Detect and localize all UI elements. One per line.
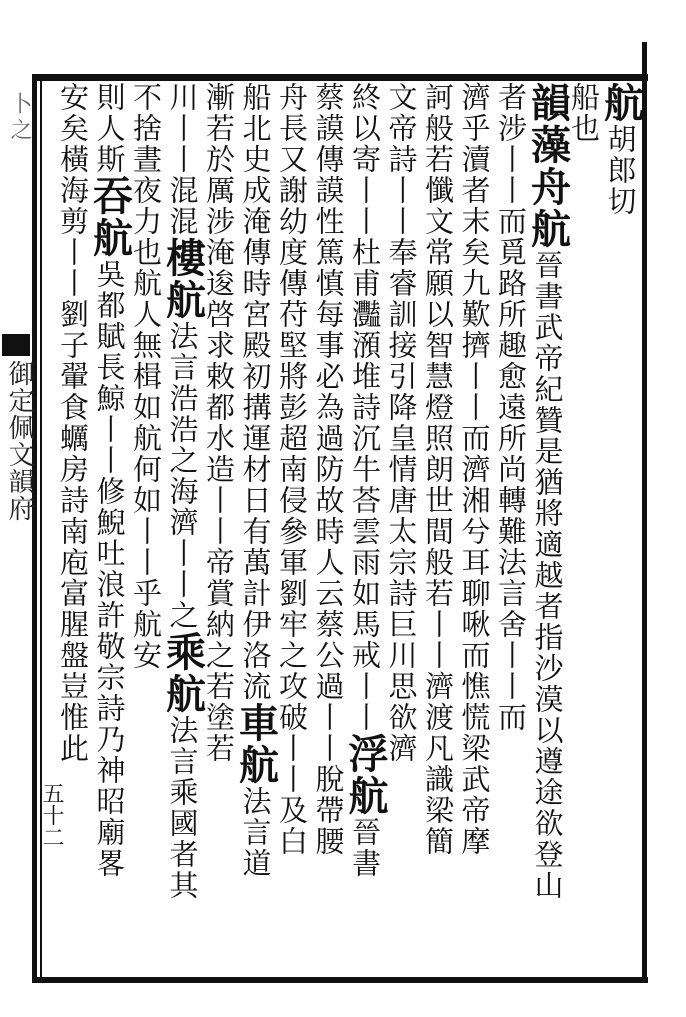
margin-book-title: 御定佩文韻府 [4,360,34,522]
headword: 樓航 [159,237,207,321]
top-border-line [36,74,648,81]
text-column [202,82,236,764]
headword: 乘航 [159,631,207,715]
column-text: 船也 [567,82,601,144]
text-column [312,82,346,857]
column-text: 法言乘國者其 [165,715,200,901]
column-text: 法言道 [238,786,273,879]
column-text: 晉書 [348,817,382,879]
text-column [597,82,645,217]
text-column [567,82,601,144]
column-text: 安矣 [56,82,90,144]
text-column [129,82,163,671]
column-text: 訶般若懺文常願以智慧燈照朗世間般若丨丨濟渡凡識梁簡 [421,82,455,857]
headword: 吞航 [86,175,134,259]
headword: 車航 [232,702,280,786]
column-text: 若塗若 [202,671,236,764]
page-number: 五十二 [39,782,64,848]
column-text: 胡郎切 [603,124,638,217]
column-text: 濟乎瀆者末矣九歎擠丨丨而濟湘兮耳聊啾而憔慌梁武帝摩 [457,82,492,857]
column-text: 者涉丨丨而覓路所趣愈遠所尚轉難法言舍丨丨而 [494,82,528,733]
headword: 航 [597,82,645,124]
text-column [385,82,419,764]
column-text: 如丨丨乎航安 [129,485,163,671]
text-column [458,82,492,857]
headword: 浮航 [342,733,389,817]
text-column [421,82,455,857]
column-text: 力也航人無楫如航何 [129,206,163,485]
text-column [275,82,309,857]
text-column [159,82,207,901]
text-column [56,82,90,764]
margin-faint-text: 卜之 [7,92,32,144]
text-column [342,82,389,879]
column-text: 川丨丨混混 [165,82,200,237]
column-text: 終以寄丨丨杜甫灩澦堆詩沉牛荅雲雨如馬戒丨丨 [348,82,382,733]
column-text: 文帝詩丨丨奉睿訓接引降皇情唐太宗詩巨川思欲濟 [384,82,419,764]
column-text: 舟長又謝幼度傳苻堅將彭超南侵參軍劉牢之攻破丨丨及白 [275,82,309,857]
column-text: 則人斯 [92,82,127,175]
column-text: 橫海剪丨丨劉子翬食蠣房詩南庖富腥盤豈惟此 [56,144,90,764]
column-text: 船北史成淹傳時宮殿初搆運材日有萬計伊洛流 [238,82,273,702]
column-text: 蔡謨傳謨性篤慎每事必為過防故時人云蔡公過丨丨脫帶腰 [311,82,346,857]
column-text: 晉書武帝紀贊是猶將適越者指沙漠以遵途欲登山 [530,250,565,901]
text-column [232,82,280,879]
headword: 韻藻舟航 [524,82,572,250]
text-column [494,82,528,733]
text-column [524,82,572,901]
column-text: 不捨晝夜 [129,82,163,206]
column-text: 漸若於厲涉淹逡啓求敕都水造丨丨帝賞納之 [202,82,236,671]
text-column [86,82,134,879]
margin-fishtail-block [2,334,30,356]
right-border-line [642,42,647,977]
column-text: 吳都賦長鯨丨丨修鯢吐浪許敬宗詩乃神昭廟畧 [92,259,127,879]
bottom-border-line [36,977,648,983]
column-text: 法言浩浩之海濟丨丨之 [165,321,200,631]
